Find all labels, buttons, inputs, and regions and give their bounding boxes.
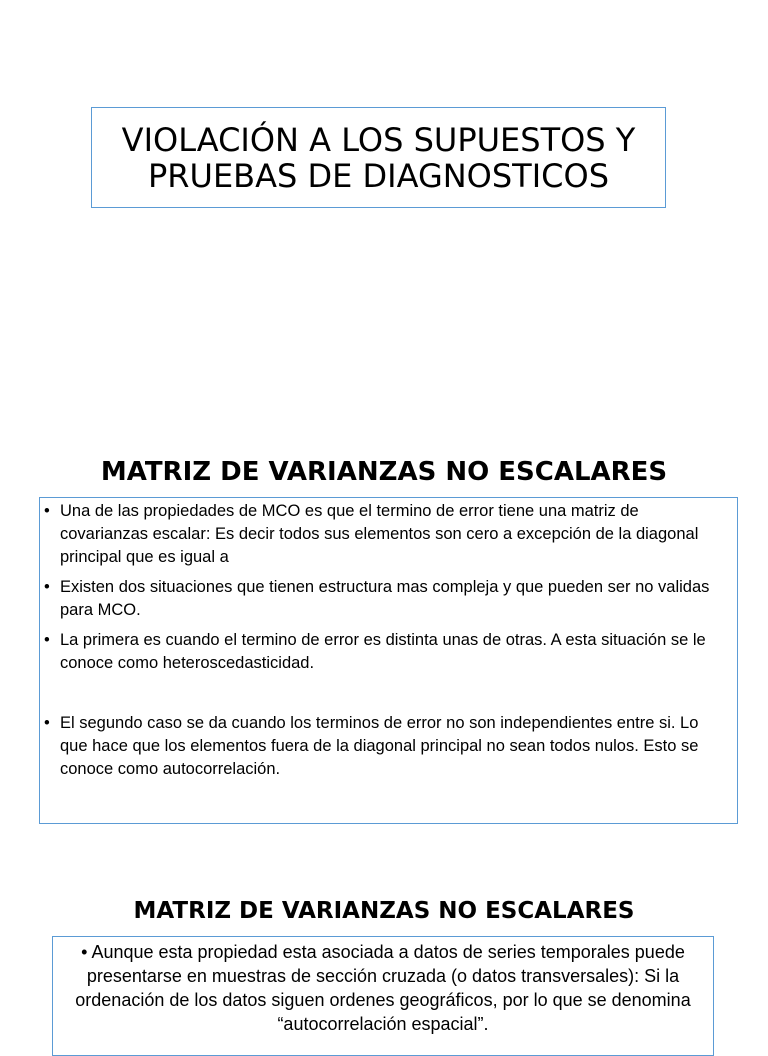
list-item-text: Aunque esta propiedad esta asociada a datos de series temporales puede presentarse en muestras de sección cruzada (o datos transversales): Si la ordenación de los datos siguen ordenes geográficos, por lo que se denomina “autocorrelación espacial”. xyxy=(75,942,691,1034)
list-item xyxy=(44,712,727,781)
bullet-icon: • xyxy=(44,714,50,732)
content-box xyxy=(52,936,714,1056)
slide-title-line-1: VIOLACIÓN A LOS SUPUESTOS Y xyxy=(121,120,636,159)
bullet-list xyxy=(44,500,727,781)
list-item-text: La primera es cuando el termino de error es distinta unas de otras. A esta situación se le conoce como heteroscedasticidad. xyxy=(60,631,706,672)
slide-title-box xyxy=(91,107,666,208)
list-item xyxy=(44,500,727,569)
list-item-text: Una de las propiedades de MCO es que el termino de error tiene una matriz de covarianzas escalar: Es decir todos sus elementos son cero a excepción de la diagonal principal que es igual a xyxy=(60,502,699,566)
bullet-icon: • xyxy=(44,631,50,649)
slide-title xyxy=(122,122,636,194)
section-heading: MATRIZ DE VARIANZAS NO ESCALARES xyxy=(133,898,635,924)
bullet-icon: • xyxy=(44,578,50,596)
content-box xyxy=(39,497,738,824)
list-item xyxy=(44,629,727,675)
slide-title-line-2: PRUEBAS DE DIAGNOSTICOS xyxy=(148,156,609,195)
list-item-text: El segundo caso se da cuando los terminos de error no son independientes entre si. Lo que hace que los elementos fuera de la diagonal principal no sean todos nulos. Esto se conoce como autocorrelación. xyxy=(60,714,699,778)
bullet-icon: • xyxy=(81,942,88,962)
bullet-icon: • xyxy=(44,502,50,520)
section-heading: MATRIZ DE VARIANZAS NO ESCALARES xyxy=(100,457,668,487)
list-item xyxy=(44,576,727,622)
list-item xyxy=(65,940,701,1036)
list-item-text: Existen dos situaciones que tienen estructura mas compleja y que pueden ser no validas para MCO. xyxy=(60,578,710,619)
